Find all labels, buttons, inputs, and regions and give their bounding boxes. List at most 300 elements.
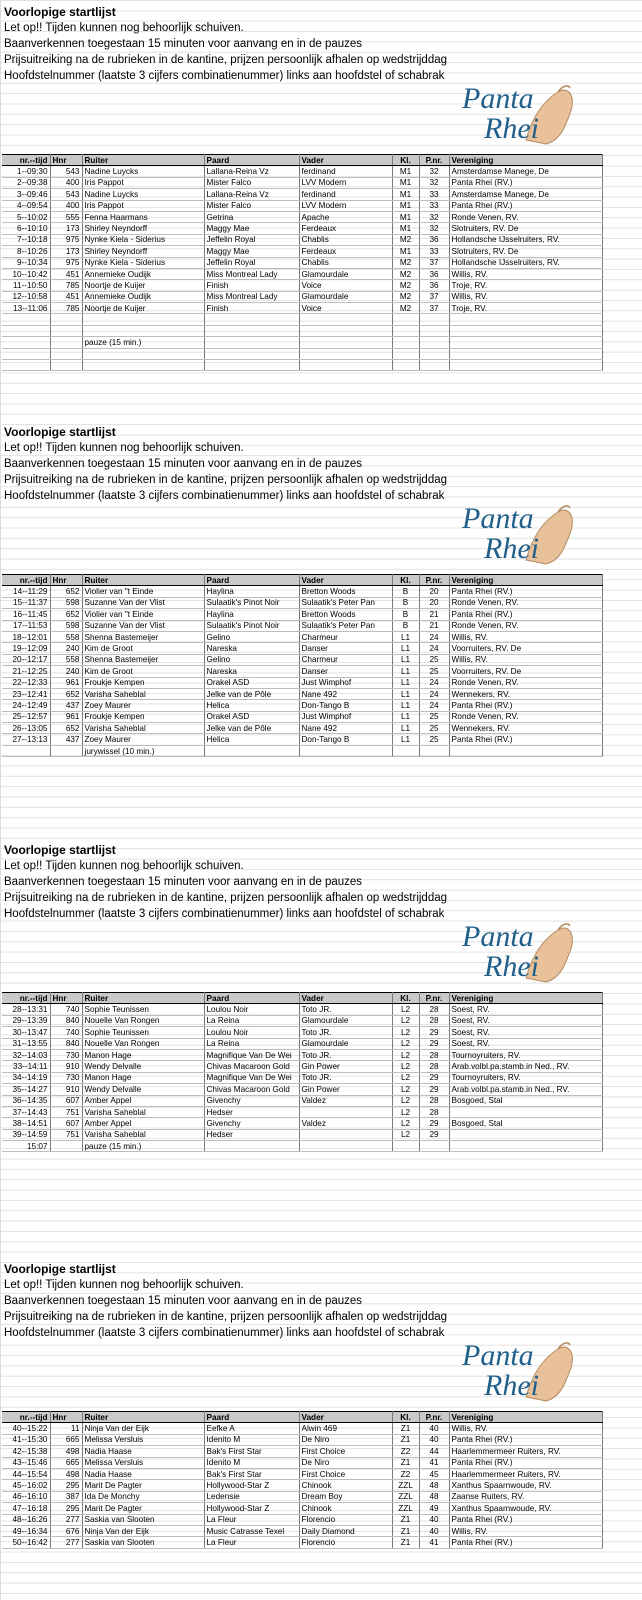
sire-cell: LVV Modern	[299, 200, 392, 211]
table-row	[2, 609, 602, 620]
horse-cell: Maggy Mae	[204, 223, 299, 234]
head-number-cell: 652	[50, 723, 82, 734]
test-number-cell: 20	[419, 597, 449, 608]
page-title: Voorlopige startlijst	[4, 425, 116, 439]
table-row	[2, 166, 602, 177]
sire-cell: Glamourdale	[299, 268, 392, 279]
horse-cell: Mister Falco	[204, 177, 299, 188]
test-number-cell	[419, 314, 449, 325]
start-time-cell: 28--13:31	[2, 1004, 50, 1015]
club-cell: Hollandsche IJsselruiters, RV.	[449, 234, 602, 245]
column-header: Vader	[299, 993, 392, 1004]
rider-cell: pauze (15 min.)	[82, 1141, 204, 1152]
start-time-cell: 33--14:11	[2, 1061, 50, 1072]
head-number-cell: 498	[50, 1446, 82, 1457]
test-number-cell: 33	[419, 189, 449, 200]
start-list-table	[2, 574, 603, 757]
sire-cell: Daily Diamond	[299, 1525, 392, 1536]
sire-cell	[299, 745, 392, 756]
head-number-cell: 437	[50, 734, 82, 745]
test-number-cell: 24	[419, 700, 449, 711]
club-cell: Willis, RV.	[449, 1423, 602, 1434]
class-cell	[392, 1141, 419, 1152]
start-time-cell: 5--10:02	[2, 211, 50, 222]
table-row	[2, 711, 602, 722]
head-number-cell: 498	[50, 1468, 82, 1479]
horse-cell: Magnifique Van De Wei	[204, 1049, 299, 1060]
sire-cell: Voice	[299, 280, 392, 291]
test-number-cell: 48	[419, 1491, 449, 1502]
sire-cell: Danser	[299, 666, 392, 677]
test-number-cell	[419, 337, 449, 348]
class-cell: L1	[392, 711, 419, 722]
test-number-cell: 24	[419, 643, 449, 654]
rider-cell: Iris Pappot	[82, 177, 204, 188]
club-cell	[449, 325, 602, 336]
sire-cell: Toto JR.	[299, 1072, 392, 1083]
horse-cell: Miss Montreal Lady	[204, 291, 299, 302]
table-row	[2, 1446, 602, 1457]
sire-cell: Don-Tango B	[299, 700, 392, 711]
start-time-cell: 20--12:17	[2, 654, 50, 665]
page-title: Voorlopige startlijst	[4, 1262, 116, 1276]
logo-word: Panta	[462, 1339, 534, 1372]
test-number-cell: 28	[419, 1061, 449, 1072]
sire-cell	[299, 337, 392, 348]
start-time-cell: 11--10:50	[2, 280, 50, 291]
rider-cell: Suzanne Van der Vlist	[82, 597, 204, 608]
class-cell: B	[392, 620, 419, 631]
test-number-cell: 36	[419, 268, 449, 279]
table-row	[2, 314, 602, 325]
start-time-cell: 40--15:22	[2, 1423, 50, 1434]
start-time-cell: 34--14:19	[2, 1072, 50, 1083]
horse-cell: Lallana-Reina Vz	[204, 189, 299, 200]
test-number-cell: 40	[419, 1434, 449, 1445]
test-number-cell: 36	[419, 234, 449, 245]
class-cell: Z1	[392, 1525, 419, 1536]
panta-rhei-logo	[458, 78, 578, 148]
horse-cell: Chivas Macaroon Gold	[204, 1084, 299, 1095]
test-number-cell: 32	[419, 177, 449, 188]
start-time-cell: 43--15:46	[2, 1457, 50, 1468]
sire-cell: Toto JR.	[299, 1049, 392, 1060]
table-row	[2, 620, 602, 631]
table-row	[2, 631, 602, 642]
table-row	[2, 1095, 602, 1106]
sire-cell: Bretton Woods	[299, 609, 392, 620]
column-header: Ruiter	[82, 993, 204, 1004]
test-number-cell	[419, 1141, 449, 1152]
test-number-cell: 25	[419, 711, 449, 722]
horse-cell: Maggy Mae	[204, 246, 299, 257]
head-number-cell	[50, 1141, 82, 1152]
rider-cell: Kim de Groot	[82, 643, 204, 654]
head-number-cell: 840	[50, 1015, 82, 1026]
start-time-cell: 39--14:59	[2, 1129, 50, 1140]
start-time-cell: 1--09:30	[2, 166, 50, 177]
table-row	[2, 246, 602, 257]
start-time-cell: 12--10:58	[2, 291, 50, 302]
test-number-cell: 44	[419, 1446, 449, 1457]
rider-cell: pauze (15 min.)	[82, 337, 204, 348]
head-number-cell: 437	[50, 700, 82, 711]
test-number-cell: 29	[419, 1118, 449, 1129]
club-cell: Ronde Venen, RV.	[449, 620, 602, 631]
sire-cell: De Niro	[299, 1434, 392, 1445]
head-number-cell: 277	[50, 1514, 82, 1525]
class-cell	[392, 360, 419, 371]
table-row	[2, 723, 602, 734]
class-cell: L2	[392, 1049, 419, 1060]
start-time-cell: 17--11:53	[2, 620, 50, 631]
test-number-cell: 25	[419, 654, 449, 665]
horse-cell: Eefke A	[204, 1423, 299, 1434]
horse-cell: Nareska	[204, 643, 299, 654]
class-cell: M2	[392, 268, 419, 279]
club-cell: Hollandsche IJsselruiters, RV.	[449, 257, 602, 268]
class-cell: L1	[392, 734, 419, 745]
horse-cell: Magnifique Van De Wei	[204, 1072, 299, 1083]
table-row	[2, 734, 602, 745]
class-cell: M1	[392, 246, 419, 257]
start-time-cell: 23--12:41	[2, 688, 50, 699]
start-time-cell: 45--16:02	[2, 1480, 50, 1491]
rider-cell: Kim de Groot	[82, 666, 204, 677]
head-number-cell: 785	[50, 280, 82, 291]
test-number-cell: 21	[419, 609, 449, 620]
start-time-cell: 32--14:03	[2, 1049, 50, 1060]
table-row	[2, 643, 602, 654]
sire-cell: Toto JR.	[299, 1027, 392, 1038]
sire-cell: First Choice	[299, 1468, 392, 1479]
panta-rhei-logo	[458, 916, 578, 986]
horse-cell: Nareska	[204, 666, 299, 677]
rider-cell: Saskia van Slooten	[82, 1514, 204, 1525]
club-cell: Wennekers, RV.	[449, 723, 602, 734]
sire-cell	[299, 314, 392, 325]
horse-cell: Sulaatik's Pinot Noir	[204, 597, 299, 608]
horse-cell: Gelino	[204, 631, 299, 642]
head-number-cell: 607	[50, 1095, 82, 1106]
table-row	[2, 1072, 602, 1083]
test-number-cell: 24	[419, 631, 449, 642]
head-number-cell: 730	[50, 1072, 82, 1083]
table-header-row	[2, 575, 602, 586]
test-number-cell: 21	[419, 620, 449, 631]
class-cell: M2	[392, 257, 419, 268]
table-row	[2, 1027, 602, 1038]
class-cell: M2	[392, 280, 419, 291]
sire-cell: Just Wimphof	[299, 711, 392, 722]
sire-cell: Apache	[299, 211, 392, 222]
test-number-cell: 29	[419, 1084, 449, 1095]
head-number-cell: 975	[50, 257, 82, 268]
horse-cell: La Fleur	[204, 1537, 299, 1548]
class-cell	[392, 314, 419, 325]
test-number-cell: 45	[419, 1468, 449, 1479]
start-time-cell: 26--13:05	[2, 723, 50, 734]
club-cell	[449, 360, 602, 371]
start-time-cell	[2, 348, 50, 359]
sire-cell: Ferdeaux	[299, 246, 392, 257]
table-row	[2, 223, 602, 234]
head-number-cell: 451	[50, 268, 82, 279]
club-cell: Panta Rhei (RV.)	[449, 734, 602, 745]
notice-line: Hoofdstelnummer (laatste 3 cijfers combinatienummer) links aan hoofdstel of schabrak	[4, 908, 445, 920]
table-row	[2, 1457, 602, 1468]
horse-cell: Music Catrasse Texel	[204, 1525, 299, 1536]
rider-cell: Shenna Bastemeijer	[82, 631, 204, 642]
class-cell	[392, 745, 419, 756]
class-cell: M1	[392, 211, 419, 222]
rider-cell: Froukje Kempen	[82, 677, 204, 688]
club-cell: Ronde Venen, RV.	[449, 597, 602, 608]
start-time-cell: 42--15:38	[2, 1446, 50, 1457]
start-time-cell: 19--12:09	[2, 643, 50, 654]
notice-line: Hoofdstelnummer (laatste 3 cijfers combinatienummer) links aan hoofdstel of schabrak	[4, 490, 445, 502]
table-row	[2, 200, 602, 211]
page-title: Voorlopige startlijst	[4, 5, 116, 19]
club-cell: Panta Rhei (RV.)	[449, 200, 602, 211]
rider-cell: Shirley Neyndorff	[82, 246, 204, 257]
logo-word: Rhei	[484, 112, 539, 145]
class-cell: L1	[392, 643, 419, 654]
club-cell: Xanthus Spaarnwoude, RV.	[449, 1503, 602, 1514]
column-header: P.nr.	[419, 993, 449, 1004]
class-cell	[392, 337, 419, 348]
column-header: Hnr	[50, 155, 82, 166]
sire-cell: Sulaatik's Peter Pan	[299, 597, 392, 608]
class-cell: Z1	[392, 1537, 419, 1548]
start-time-cell: 6--10:10	[2, 223, 50, 234]
class-cell: M1	[392, 200, 419, 211]
head-number-cell: 240	[50, 643, 82, 654]
head-number-cell: 961	[50, 711, 82, 722]
table-row	[2, 1015, 602, 1026]
head-number-cell	[50, 325, 82, 336]
start-time-cell	[2, 314, 50, 325]
club-cell: Xanthus Spaarnwoude, RV.	[449, 1480, 602, 1491]
club-cell: Soest, RV.	[449, 1038, 602, 1049]
rider-cell: Saskia van Slooten	[82, 1537, 204, 1548]
class-cell: L1	[392, 723, 419, 734]
test-number-cell	[419, 360, 449, 371]
class-cell: B	[392, 609, 419, 620]
horse-cell: Orakel ASD	[204, 677, 299, 688]
class-cell: B	[392, 586, 419, 597]
test-number-cell: 28	[419, 1095, 449, 1106]
start-time-cell: 15:07	[2, 1141, 50, 1152]
notice-line: Baanverkennen toegestaan 15 minuten voor aanvang en in de pauzes	[4, 876, 363, 888]
start-time-cell: 31--13:55	[2, 1038, 50, 1049]
test-number-cell: 28	[419, 1106, 449, 1117]
rider-cell: Nadia Haase	[82, 1446, 204, 1457]
start-time-cell: 30--13:47	[2, 1027, 50, 1038]
class-cell: Z1	[392, 1423, 419, 1434]
column-header: Kl.	[392, 155, 419, 166]
column-header: Hnr	[50, 575, 82, 586]
horse-cell: Gelino	[204, 654, 299, 665]
club-cell: Bosgoed, Stal	[449, 1118, 602, 1129]
class-cell: L1	[392, 688, 419, 699]
class-cell: L1	[392, 700, 419, 711]
table-row	[2, 280, 602, 291]
start-time-cell: 41--15:30	[2, 1434, 50, 1445]
table-row	[2, 1141, 602, 1152]
rider-cell: Violier van "t Einde	[82, 586, 204, 597]
sire-cell: ferdinand	[299, 189, 392, 200]
test-number-cell: 40	[419, 1514, 449, 1525]
logo-word: Rhei	[484, 950, 539, 983]
head-number-cell: 665	[50, 1434, 82, 1445]
notice-line: Baanverkennen toegestaan 15 minuten voor aanvang en in de pauzes	[4, 1295, 363, 1307]
club-cell: Soest, RV.	[449, 1027, 602, 1038]
horse-cell: Loulou Noir	[204, 1027, 299, 1038]
class-cell: L2	[392, 1118, 419, 1129]
panta-rhei-logo	[458, 498, 578, 568]
class-cell: M2	[392, 291, 419, 302]
column-header: Paard	[204, 993, 299, 1004]
start-time-cell: 13--11:06	[2, 303, 50, 314]
class-cell: L1	[392, 666, 419, 677]
head-number-cell: 910	[50, 1084, 82, 1095]
club-cell: Amsterdamse Manege, De	[449, 166, 602, 177]
rider-cell	[82, 348, 204, 359]
column-header: Kl.	[392, 993, 419, 1004]
column-header: Vereniging	[449, 993, 602, 1004]
column-header: nr.--tijd	[2, 993, 50, 1004]
column-header: nr.--tijd	[2, 1412, 50, 1423]
test-number-cell: 49	[419, 1503, 449, 1514]
head-number-cell: 543	[50, 166, 82, 177]
rider-cell: Varisha Saheblal	[82, 1106, 204, 1117]
rider-cell: Manon Hage	[82, 1072, 204, 1083]
sire-cell: Florencio	[299, 1537, 392, 1548]
start-time-cell: 50--16:42	[2, 1537, 50, 1548]
rider-cell	[82, 325, 204, 336]
logo-word: Rhei	[484, 532, 539, 565]
rider-cell: Nadine Luycks	[82, 189, 204, 200]
table-row	[2, 1480, 602, 1491]
start-time-cell: 4--09:54	[2, 200, 50, 211]
table-row	[2, 666, 602, 677]
table-row	[2, 337, 602, 348]
club-cell: Tournoyruiters, RV.	[449, 1072, 602, 1083]
horse-cell: Hedser	[204, 1106, 299, 1117]
table-row	[2, 325, 602, 336]
horse-cell: Jelke van de Pôle	[204, 688, 299, 699]
horse-cell: Lallana-Reina Vz	[204, 166, 299, 177]
table-row	[2, 303, 602, 314]
table-row	[2, 234, 602, 245]
horse-cell: Chivas Macaroon Gold	[204, 1061, 299, 1072]
table-row	[2, 1503, 602, 1514]
sire-cell: First Choice	[299, 1446, 392, 1457]
test-number-cell: 28	[419, 1049, 449, 1060]
table-row	[2, 700, 602, 711]
club-cell: Arab.volbl.pa.stamb.in Ned., RV.	[449, 1061, 602, 1072]
table-row	[2, 1038, 602, 1049]
head-number-cell: 277	[50, 1537, 82, 1548]
club-cell: Willis, RV.	[449, 291, 602, 302]
table-row	[2, 1525, 602, 1536]
horse-cell: Getrina	[204, 211, 299, 222]
horse-cell: Loulou Noir	[204, 1004, 299, 1015]
test-number-cell	[419, 348, 449, 359]
class-cell	[392, 325, 419, 336]
head-number-cell: 173	[50, 246, 82, 257]
club-cell: Panta Rhei (RV.)	[449, 700, 602, 711]
sire-cell: Ferdeaux	[299, 223, 392, 234]
head-number-cell: 543	[50, 189, 82, 200]
start-time-cell: 7--10:18	[2, 234, 50, 245]
column-header: P.nr.	[419, 1412, 449, 1423]
club-cell: Troje, RV.	[449, 280, 602, 291]
sire-cell: Gin Power	[299, 1084, 392, 1095]
club-cell: Soest, RV.	[449, 1004, 602, 1015]
horse-cell	[204, 348, 299, 359]
sire-cell: Gin Power	[299, 1061, 392, 1072]
table-row	[2, 1084, 602, 1095]
notice-line: Let op!! Tijden kunnen nog behoorlijk schuiven.	[4, 442, 244, 454]
column-header: Ruiter	[82, 575, 204, 586]
rider-cell: Noortje de Kuijer	[82, 280, 204, 291]
club-cell: Willis, RV.	[449, 631, 602, 642]
class-cell: Z1	[392, 1514, 419, 1525]
table-row	[2, 348, 602, 359]
test-number-cell: 37	[419, 257, 449, 268]
rider-cell: Ninja Van der Eijk	[82, 1423, 204, 1434]
logo-word: Panta	[462, 82, 534, 115]
table-row	[2, 257, 602, 268]
start-time-cell: 21--12:25	[2, 666, 50, 677]
test-number-cell: 28	[419, 1015, 449, 1026]
start-time-cell: 44--15:54	[2, 1468, 50, 1479]
sire-cell: Dream Boy	[299, 1491, 392, 1502]
table-row	[2, 597, 602, 608]
head-number-cell: 400	[50, 200, 82, 211]
club-cell: Amsterdamse Manege, De	[449, 189, 602, 200]
class-cell: L2	[392, 1095, 419, 1106]
rider-cell: Ida De Monchy	[82, 1491, 204, 1502]
column-header: Vereniging	[449, 575, 602, 586]
start-time-cell: 8--10:26	[2, 246, 50, 257]
rider-cell: jurywissel (10 min.)	[82, 745, 204, 756]
table-row	[2, 1118, 602, 1129]
club-cell: Willis, RV.	[449, 268, 602, 279]
horse-cell: Orakel ASD	[204, 711, 299, 722]
class-cell: ZZL	[392, 1503, 419, 1514]
sire-cell: Valdez	[299, 1118, 392, 1129]
head-number-cell: 751	[50, 1129, 82, 1140]
table-row	[2, 1061, 602, 1072]
club-cell	[449, 314, 602, 325]
sire-cell	[299, 1106, 392, 1117]
column-header: nr.--tijd	[2, 155, 50, 166]
start-time-cell: 48--16:26	[2, 1514, 50, 1525]
table-row	[2, 1129, 602, 1140]
start-time-cell: 9--10:34	[2, 257, 50, 268]
rider-cell: Wendy Delvalle	[82, 1061, 204, 1072]
table-row	[2, 177, 602, 188]
rider-cell: Annemieke Oudijk	[82, 291, 204, 302]
rider-cell: Nadine Luycks	[82, 166, 204, 177]
rider-cell: Nynke Kiela - Siderius	[82, 257, 204, 268]
column-header: Paard	[204, 1412, 299, 1423]
class-cell: L2	[392, 1015, 419, 1026]
start-time-cell: 36--14:35	[2, 1095, 50, 1106]
